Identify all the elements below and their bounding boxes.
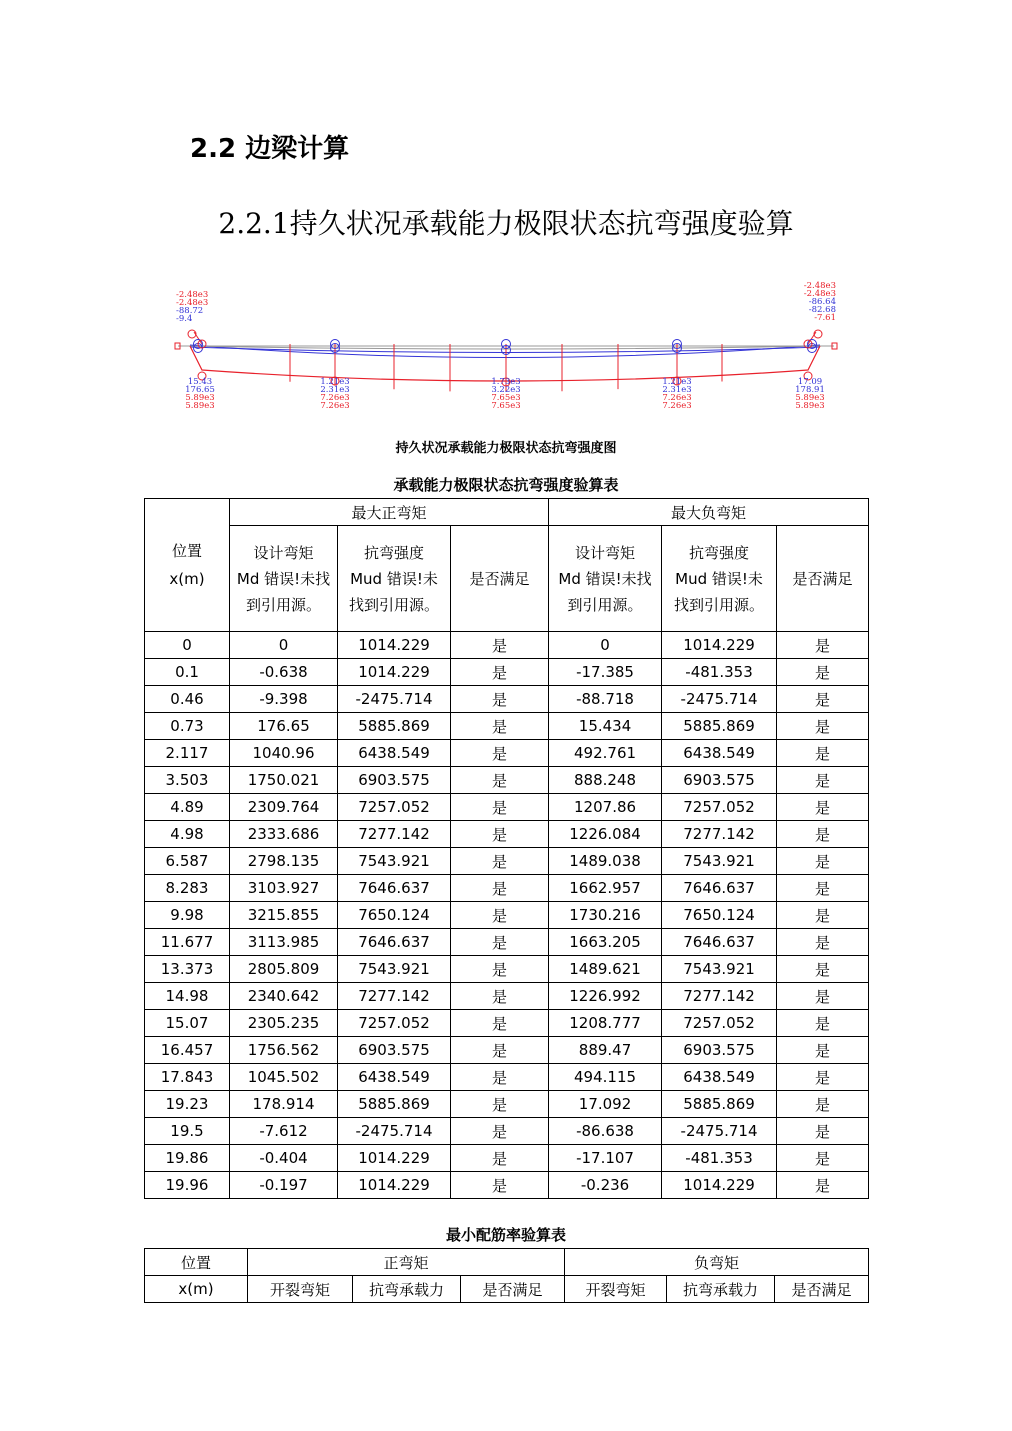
table-cell: 是 (451, 875, 549, 902)
table-row (145, 1064, 869, 1091)
table-cell: 7543.921 (338, 956, 451, 983)
table-cell: 是 (451, 1010, 549, 1037)
header-design-moment-sub: Md 错误!未找到引用源。 (558, 569, 652, 614)
table-cell: 1756.562 (230, 1037, 338, 1064)
table-cell: 9.98 (145, 902, 230, 929)
table-cell: 是 (777, 1010, 869, 1037)
table-cell: 7277.142 (662, 821, 777, 848)
table-row (145, 902, 869, 929)
figure-caption: 持久状况承载能力极限状态抗弯强度图 (395, 441, 617, 456)
table-cell: 0.46 (145, 686, 230, 713)
table-cell: 889.47 (549, 1037, 662, 1064)
table-cell: 是 (451, 794, 549, 821)
moment-diagram (170, 280, 842, 425)
table-row (145, 1091, 869, 1118)
table-row (145, 1145, 869, 1172)
table-cell: 1045.502 (230, 1064, 338, 1091)
header-strength-pos (338, 526, 451, 632)
table-cell: 是 (451, 1118, 549, 1145)
table-cell: 是 (777, 767, 869, 794)
header-strength-neg (662, 526, 777, 632)
table-cell: 是 (451, 1064, 549, 1091)
table-cell: -88.718 (549, 686, 662, 713)
table-cell: 6903.575 (662, 767, 777, 794)
table-cell: 494.115 (549, 1064, 662, 1091)
table-cell: 4.98 (145, 821, 230, 848)
table-cell: 1662.957 (549, 875, 662, 902)
header-strength-label: 抗弯强度 (689, 543, 750, 562)
table-cell: 1750.021 (230, 767, 338, 794)
header-strength-sub: Mud 错误!未找到引用源。 (348, 569, 439, 614)
table-cell: 1014.229 (662, 1172, 777, 1199)
table-cell: 4.89 (145, 794, 230, 821)
table-cell: 3.503 (145, 767, 230, 794)
table-cell: -17.385 (549, 659, 662, 686)
table-cell: 是 (451, 1037, 549, 1064)
table-cell: 19.86 (145, 1145, 230, 1172)
table-cell: 17.092 (549, 1091, 662, 1118)
table-cell: 1663.205 (549, 929, 662, 956)
table-cell: 是 (451, 1172, 549, 1199)
table-cell: 是 (777, 848, 869, 875)
table-cell: 2.117 (145, 740, 230, 767)
table-cell: 1014.229 (662, 632, 777, 659)
table-cell: 1730.216 (549, 902, 662, 929)
table-cell: 7277.142 (662, 983, 777, 1010)
table-cell: 是 (451, 956, 549, 983)
table-cell: 7646.637 (338, 929, 451, 956)
table-cell: 0 (230, 632, 338, 659)
table-cell: 是 (451, 632, 549, 659)
table-cell: 1207.86 (549, 794, 662, 821)
table-cell: 2305.235 (230, 1010, 338, 1037)
header-satisfied-pos: 是否满足 (451, 526, 549, 632)
t2-header-satisfied-neg: 是否满足 (775, 1276, 869, 1303)
table-cell: 7257.052 (662, 1010, 777, 1037)
header-design-moment-pos (230, 526, 338, 632)
table-cell: 是 (451, 767, 549, 794)
table-cell: 7646.637 (662, 875, 777, 902)
t2-header-group-negative: 负弯矩 (565, 1249, 869, 1276)
header-strength-label: 抗弯强度 (363, 543, 424, 562)
table-cell: 492.761 (549, 740, 662, 767)
value-label: 7.26e3 (662, 401, 692, 411)
table-cell: 11.677 (145, 929, 230, 956)
table-cell: 5885.869 (662, 1091, 777, 1118)
table-cell: -7.612 (230, 1118, 338, 1145)
value-label: 176.65 (185, 385, 215, 395)
table-cell: 是 (777, 956, 869, 983)
header-group-negative: 最大负弯矩 (549, 499, 869, 526)
t2-header-capacity-neg: 抗弯承载力 (667, 1276, 775, 1303)
table-row (145, 1037, 869, 1064)
value-label: 15.43 (187, 377, 213, 387)
table-cell: -0.638 (230, 659, 338, 686)
table-row (145, 848, 869, 875)
value-label: -9.4 (176, 314, 193, 324)
table-cell: 176.65 (230, 713, 338, 740)
value-label: 3.22e3 (491, 385, 521, 395)
table-cell: 0.73 (145, 713, 230, 740)
table-cell: 是 (451, 902, 549, 929)
table-cell: 是 (451, 713, 549, 740)
table-cell: 7543.921 (662, 848, 777, 875)
table-row (145, 659, 869, 686)
value-label: 7.26e3 (320, 393, 350, 403)
table-cell: 19.5 (145, 1118, 230, 1145)
t2-header-group-positive: 正弯矩 (248, 1249, 565, 1276)
table-cell: 888.248 (549, 767, 662, 794)
table-cell: -481.353 (662, 1145, 777, 1172)
table-cell: 7650.124 (662, 902, 777, 929)
table-cell: 是 (777, 794, 869, 821)
table-cell: 是 (777, 902, 869, 929)
table-cell: 0 (145, 632, 230, 659)
table-cell: -86.638 (549, 1118, 662, 1145)
table-cell: 7650.124 (338, 902, 451, 929)
table-cell: -0.404 (230, 1145, 338, 1172)
table-row (145, 713, 869, 740)
table-cell: 是 (451, 1091, 549, 1118)
value-label: 1.21e3 (662, 377, 692, 387)
table-cell: 是 (777, 1118, 869, 1145)
table-cell: 是 (777, 1037, 869, 1064)
negative-moment-curve (190, 345, 820, 358)
header-design-moment-label: 设计弯矩 (253, 543, 314, 562)
table-cell: 6438.549 (662, 740, 777, 767)
table-cell: 8.283 (145, 875, 230, 902)
table-row (145, 983, 869, 1010)
table-cell: 是 (451, 740, 549, 767)
value-label: 5.89e3 (795, 401, 825, 411)
table-cell: 是 (777, 686, 869, 713)
value-label: 178.91 (795, 385, 825, 395)
table-cell: 是 (451, 659, 549, 686)
table-cell: 14.98 (145, 983, 230, 1010)
min-reinforcement-table (144, 1248, 869, 1303)
value-label: 7.26e3 (320, 401, 350, 411)
header-group-positive: 最大正弯矩 (230, 499, 549, 526)
table-cell: -17.107 (549, 1145, 662, 1172)
table-cell: -2475.714 (662, 1118, 777, 1145)
table-row (145, 1010, 869, 1037)
table-cell: 是 (777, 632, 869, 659)
value-label: -7.61 (814, 313, 836, 323)
table-cell: 6438.549 (338, 740, 451, 767)
table-row (145, 929, 869, 956)
table-cell: 是 (777, 1172, 869, 1199)
value-label: 5.89e3 (185, 393, 215, 403)
table-cell: 7543.921 (338, 848, 451, 875)
table-cell: 0.1 (145, 659, 230, 686)
table-cell: 是 (451, 848, 549, 875)
header-strength-sub: Mud 错误!未找到引用源。 (674, 569, 765, 614)
table-cell: 1014.229 (338, 659, 451, 686)
table-cell: 1489.038 (549, 848, 662, 875)
value-label: -88.72 (176, 306, 204, 316)
table-cell: 是 (451, 983, 549, 1010)
table-cell: 3103.927 (230, 875, 338, 902)
header-design-moment-neg (549, 526, 662, 632)
table-row (145, 1172, 869, 1199)
table-cell: 2309.764 (230, 794, 338, 821)
table-cell: 1040.96 (230, 740, 338, 767)
value-label: 2.31e3 (320, 385, 350, 395)
table-row (145, 794, 869, 821)
table-cell: 13.373 (145, 956, 230, 983)
table-cell: 是 (451, 821, 549, 848)
table-row (145, 956, 869, 983)
value-label: -2.48e3 (176, 290, 209, 300)
table-cell: 7277.142 (338, 983, 451, 1010)
table-cell: -2475.714 (662, 686, 777, 713)
table-cell: 7646.637 (338, 875, 451, 902)
table-cell: 2798.135 (230, 848, 338, 875)
header-position (145, 499, 230, 632)
table-cell: 1226.084 (549, 821, 662, 848)
table-cell: 是 (777, 929, 869, 956)
header-position-label: 位置 (171, 542, 202, 560)
table-cell: 16.457 (145, 1037, 230, 1064)
value-label: 7.65e3 (491, 393, 521, 403)
table-cell: 是 (451, 929, 549, 956)
table-cell: 17.843 (145, 1064, 230, 1091)
table-cell: -0.197 (230, 1172, 338, 1199)
t2-header-crack-pos: 开裂弯矩 (248, 1276, 353, 1303)
table-cell: 7543.921 (662, 956, 777, 983)
table-cell: 5885.869 (338, 713, 451, 740)
table-row (145, 821, 869, 848)
table-cell: -0.236 (549, 1172, 662, 1199)
value-label: -82.68 (808, 305, 836, 315)
strength-check-table (144, 498, 869, 1199)
table-cell: 1014.229 (338, 632, 451, 659)
table-cell: 19.23 (145, 1091, 230, 1118)
table-cell: 是 (451, 1145, 549, 1172)
table-row (145, 632, 869, 659)
table-row (145, 1118, 869, 1145)
table-cell: 是 (777, 713, 869, 740)
table-row (145, 740, 869, 767)
table-cell: 6903.575 (662, 1037, 777, 1064)
t2-header-satisfied-pos: 是否满足 (461, 1276, 565, 1303)
table-cell: 7257.052 (338, 1010, 451, 1037)
table-cell: 7257.052 (662, 794, 777, 821)
value-label: 5.89e3 (795, 393, 825, 403)
t2-header-crack-neg: 开裂弯矩 (565, 1276, 667, 1303)
table-cell: 7646.637 (662, 929, 777, 956)
table-cell: 是 (777, 1064, 869, 1091)
value-label: 5.89e3 (185, 401, 215, 411)
table-cell: 178.914 (230, 1091, 338, 1118)
table-cell: 2340.642 (230, 983, 338, 1010)
table-cell: -481.353 (662, 659, 777, 686)
table1-caption: 承载能力极限状态抗弯强度验算表 (393, 476, 619, 494)
table-cell: 6903.575 (338, 1037, 451, 1064)
header-design-moment-label: 设计弯矩 (575, 543, 636, 562)
table-cell: 是 (777, 821, 869, 848)
table-cell: 是 (777, 1145, 869, 1172)
table-cell: 3215.855 (230, 902, 338, 929)
value-label: 7.65e3 (491, 401, 521, 411)
table-cell: 0 (549, 632, 662, 659)
table-cell: 2805.809 (230, 956, 338, 983)
t2-header-position: 位置 (145, 1249, 248, 1276)
table-cell: 是 (777, 740, 869, 767)
table-cell: -2475.714 (338, 1118, 451, 1145)
subsection-title: 2.2.1持久状况承载能力极限状态抗弯强度验算 (218, 207, 794, 240)
value-label: 1.21e3 (320, 377, 350, 387)
value-label: -2.48e3 (803, 281, 836, 291)
table-cell: 是 (451, 686, 549, 713)
table-cell: 5885.869 (662, 713, 777, 740)
table-cell: 7257.052 (338, 794, 451, 821)
table-cell: 6.587 (145, 848, 230, 875)
table-cell: 1014.229 (338, 1172, 451, 1199)
table-row (145, 767, 869, 794)
table-cell: 是 (777, 875, 869, 902)
value-label: -2.48e3 (176, 298, 209, 308)
table-cell: 6903.575 (338, 767, 451, 794)
table-row (145, 875, 869, 902)
value-label: 1.73e3 (491, 377, 521, 387)
table-cell: 1208.777 (549, 1010, 662, 1037)
header-satisfied-neg: 是否满足 (777, 526, 869, 632)
table-cell: 6438.549 (338, 1064, 451, 1091)
table-cell: -2475.714 (338, 686, 451, 713)
table-cell: 1489.621 (549, 956, 662, 983)
value-label: 17.09 (797, 377, 823, 387)
table-cell: 5885.869 (338, 1091, 451, 1118)
table-cell: 15.434 (549, 713, 662, 740)
header-position-unit: x(m) (169, 570, 205, 588)
table-cell: 是 (777, 983, 869, 1010)
table-cell: 7277.142 (338, 821, 451, 848)
value-label: 2.31e3 (662, 385, 692, 395)
value-label: 7.26e3 (662, 393, 692, 403)
table2-caption: 最小配筋率验算表 (445, 1226, 566, 1244)
table-row (145, 686, 869, 713)
t2-header-position-unit: x(m) (145, 1276, 248, 1303)
table-cell: 1226.992 (549, 983, 662, 1010)
header-design-moment-sub: Md 错误!未找到引用源。 (236, 569, 331, 614)
table-cell: -9.398 (230, 686, 338, 713)
table-cell: 6438.549 (662, 1064, 777, 1091)
section-title: 2.2 边梁计算 (190, 134, 350, 164)
table-cell: 1014.229 (338, 1145, 451, 1172)
t2-header-capacity-pos: 抗弯承载力 (353, 1276, 461, 1303)
table-cell: 3113.985 (230, 929, 338, 956)
table-cell: 2333.686 (230, 821, 338, 848)
table-cell: 是 (777, 659, 869, 686)
table-cell: 是 (777, 1091, 869, 1118)
table-cell: 15.07 (145, 1010, 230, 1037)
table-cell: 19.96 (145, 1172, 230, 1199)
value-label: -86.64 (808, 297, 836, 307)
value-label: -2.48e3 (803, 289, 836, 299)
